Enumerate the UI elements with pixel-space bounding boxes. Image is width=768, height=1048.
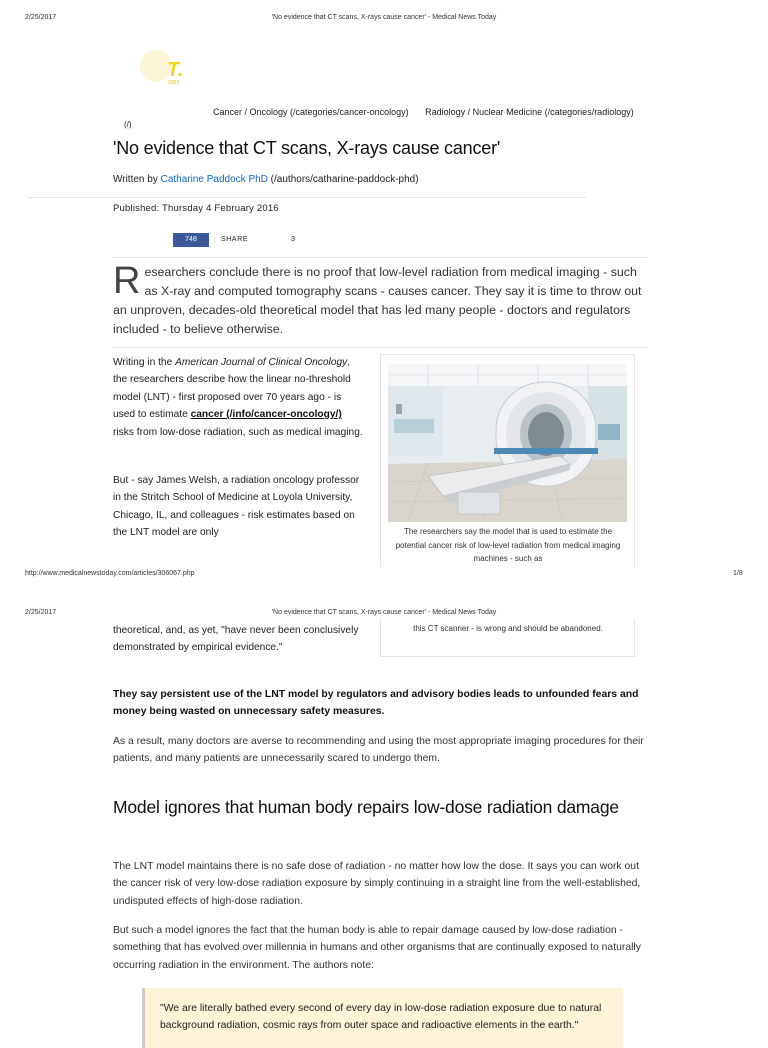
blockquote: [142, 988, 623, 1048]
category-link-radiology[interactable]: Radiology / Nuclear Medicine (/categories/radiology): [425, 107, 634, 117]
body-paragraph-6: The LNT model maintains there is no safe dose of radiation - no matter how low the dose. It says you can work out the cancer risk of very low-dose radiation exposure by simply continuing in a straight line from the well-established, undisputed effects of high-dose radiation.: [113, 861, 641, 907]
para1-text-c: risks from low-dose radiation, such as medical imaging.: [113, 426, 363, 438]
home-link[interactable]: (/): [124, 120, 132, 129]
figure-caption-continued: [380, 620, 635, 657]
print-date: 2/25/2017: [25, 609, 57, 616]
byline: [113, 174, 419, 185]
print-page-title: 'No evidence that CT scans, X-rays cause cancer' - Medical News Today: [271, 609, 497, 616]
author-path: (/authors/catharine-paddock-phd): [267, 174, 419, 185]
figure-caption: this CT scanner - is wrong and should be abandoned.: [413, 624, 603, 633]
figure-caption: The researchers say the model that is used to estimate the potential cancer risk of low-level radiation from medical imaging machines - such as: [395, 527, 621, 563]
share-bar: [113, 231, 648, 258]
para1-text-a: Writing in the: [113, 357, 176, 368]
published-date: Published: Thursday 4 February 2016: [113, 203, 279, 214]
intro-paragraph: [113, 260, 648, 339]
byline-prefix: Written by: [113, 174, 161, 185]
site-logo[interactable]: [132, 46, 190, 90]
print-page-title: 'No evidence that CT scans, X-rays cause cancer' - Medical News Today: [271, 14, 497, 21]
body-paragraph-3: theoretical, and, as yet, "have never been conclusively demonstrated by empirical evidence.": [113, 625, 359, 654]
figure-ct-scanner: [380, 354, 635, 567]
divider: [28, 197, 586, 198]
body-paragraph-bold: They say persistent use of the LNT model by regulators and advisory bodies leads to unfounded fears and money being wasted on unnecessary safety measures.: [113, 689, 639, 718]
journal-name: American Journal of Clinical Oncology: [175, 357, 348, 368]
cancer-link[interactable]: cancer (/info/cancer-oncology/): [190, 409, 342, 421]
divider: [113, 347, 648, 348]
article-title: 'No evidence that CT scans, X-rays cause cancer': [113, 138, 501, 158]
print-page-number: 1/8: [733, 570, 743, 577]
share-count-button[interactable]: 748: [173, 233, 209, 247]
print-date: 2/25/2017: [25, 14, 57, 21]
intro-text: esearchers conclude there is no proof that low-level radiation from medical imaging - such as X-ray and computed tomography scans - causes cancer. They say it is time to throw out an unproven, decades-old theoretical model that has led many people - doctors and regulators included - to believe otherwise.: [113, 265, 642, 336]
body-paragraph-1: [113, 354, 363, 441]
para1-text-b: , the researchers describe how the linear no-threshold model (LNT) - first proposed over 70 years ago - is used to estimate: [113, 357, 351, 421]
author-link[interactable]: Catharine Paddock PhD: [160, 174, 268, 185]
category-link-cancer[interactable]: Cancer / Oncology (/categories/cancer-oncology): [213, 107, 409, 117]
section-heading: Model ignores that human body repairs low-dose radiation damage: [113, 797, 619, 817]
body-paragraph-7: But such a model ignores the fact that the human body is able to repair damage caused by low-dose radiation - something that has evolved over millennia in humans and other organisms that are continually exposed to naturally occurring radiation in the environment. The authors note:: [113, 925, 641, 971]
logo-letter: T.: [167, 59, 184, 81]
logo-graphic: [132, 46, 190, 90]
quote-text: "We are literally bathed every second of every day in low-dose radiation exposure due to natural background radiation, cosmic rays from outer space and radioactive elements in the earth.": [160, 1003, 602, 1031]
print-url: http://www.medicalnewstoday.com/articles/306067.php: [25, 570, 195, 577]
drop-cap: R: [113, 260, 141, 302]
logo-subtext: 2003: [168, 80, 180, 86]
ct-scanner-image: [388, 364, 627, 522]
share-label[interactable]: SHARE: [221, 236, 249, 243]
body-paragraph-5: As a result, many doctors are averse to recommending and using the most appropriate imaging procedures for their patients, and many patients are unnecessarily scared to undergo them.: [113, 736, 644, 765]
body-paragraph-2: But - say James Welsh, a radiation oncology professor in the Stritch School of Medicine at Loyola University, Chicago, IL, and colleagues - risk estimates based on the LNT model are only: [113, 475, 360, 539]
category-links: [213, 107, 634, 117]
comment-count[interactable]: 3: [291, 236, 295, 243]
